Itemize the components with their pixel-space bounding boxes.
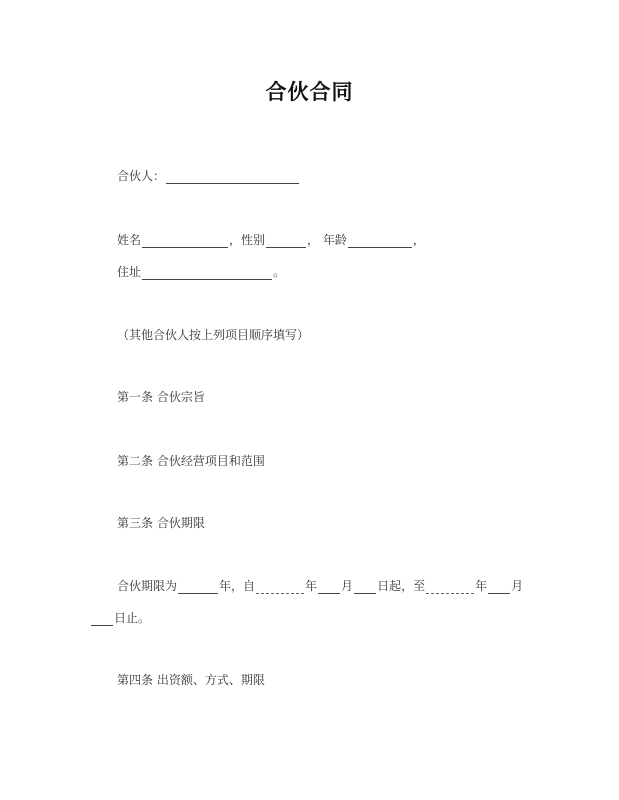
- gender-blank[interactable]: [266, 235, 306, 248]
- start-month-label: 月: [341, 579, 354, 593]
- document-title: 合伙合同: [265, 80, 354, 104]
- article-2-heading: 第二条 合伙经营项目和范围: [117, 454, 265, 468]
- age-comma: ，: [412, 233, 425, 247]
- article-3-heading: 第三条 合伙期限: [117, 516, 205, 530]
- end-month-blank[interactable]: [488, 581, 510, 594]
- address-label: 住址: [117, 265, 142, 279]
- term-line: [117, 577, 523, 594]
- start-day-blank[interactable]: [354, 581, 376, 594]
- end-day-label: 日止。: [114, 611, 151, 625]
- partner-line: [117, 167, 300, 184]
- start-day-label: 日起，至: [377, 579, 426, 593]
- gender-label: ，性别: [229, 233, 266, 247]
- start-year-label: 年: [305, 579, 318, 593]
- age-blank[interactable]: [348, 235, 412, 248]
- age-label: ， 年龄: [307, 233, 347, 247]
- term-years-blank[interactable]: [178, 581, 218, 594]
- article-4-heading: 第四条 出资额、方式、期限: [117, 673, 265, 687]
- address-blank[interactable]: [142, 267, 272, 280]
- end-day-blank[interactable]: [91, 613, 113, 626]
- note-text: （其他合伙人按上列项目顺序填写）: [117, 328, 310, 342]
- start-month-blank[interactable]: [318, 581, 340, 594]
- article-1-heading: 第一条 合伙宗旨: [117, 390, 205, 404]
- term-end-line: [90, 609, 150, 626]
- start-year-blank[interactable]: [256, 581, 304, 594]
- partner-label: 合伙人：: [117, 169, 166, 183]
- name-label: 姓名: [117, 233, 142, 247]
- term-year-label: 年，自: [219, 579, 256, 593]
- name-blank[interactable]: [142, 235, 228, 248]
- address-line: [117, 263, 285, 280]
- end-year-label: 年: [475, 579, 488, 593]
- term-prefix: 合伙期限为: [117, 579, 178, 593]
- end-year-blank[interactable]: [426, 581, 474, 594]
- partner-blank[interactable]: [166, 171, 299, 184]
- address-period: 。: [273, 265, 286, 279]
- end-month-label: 月: [511, 579, 524, 593]
- name-gender-age-line: [117, 231, 425, 248]
